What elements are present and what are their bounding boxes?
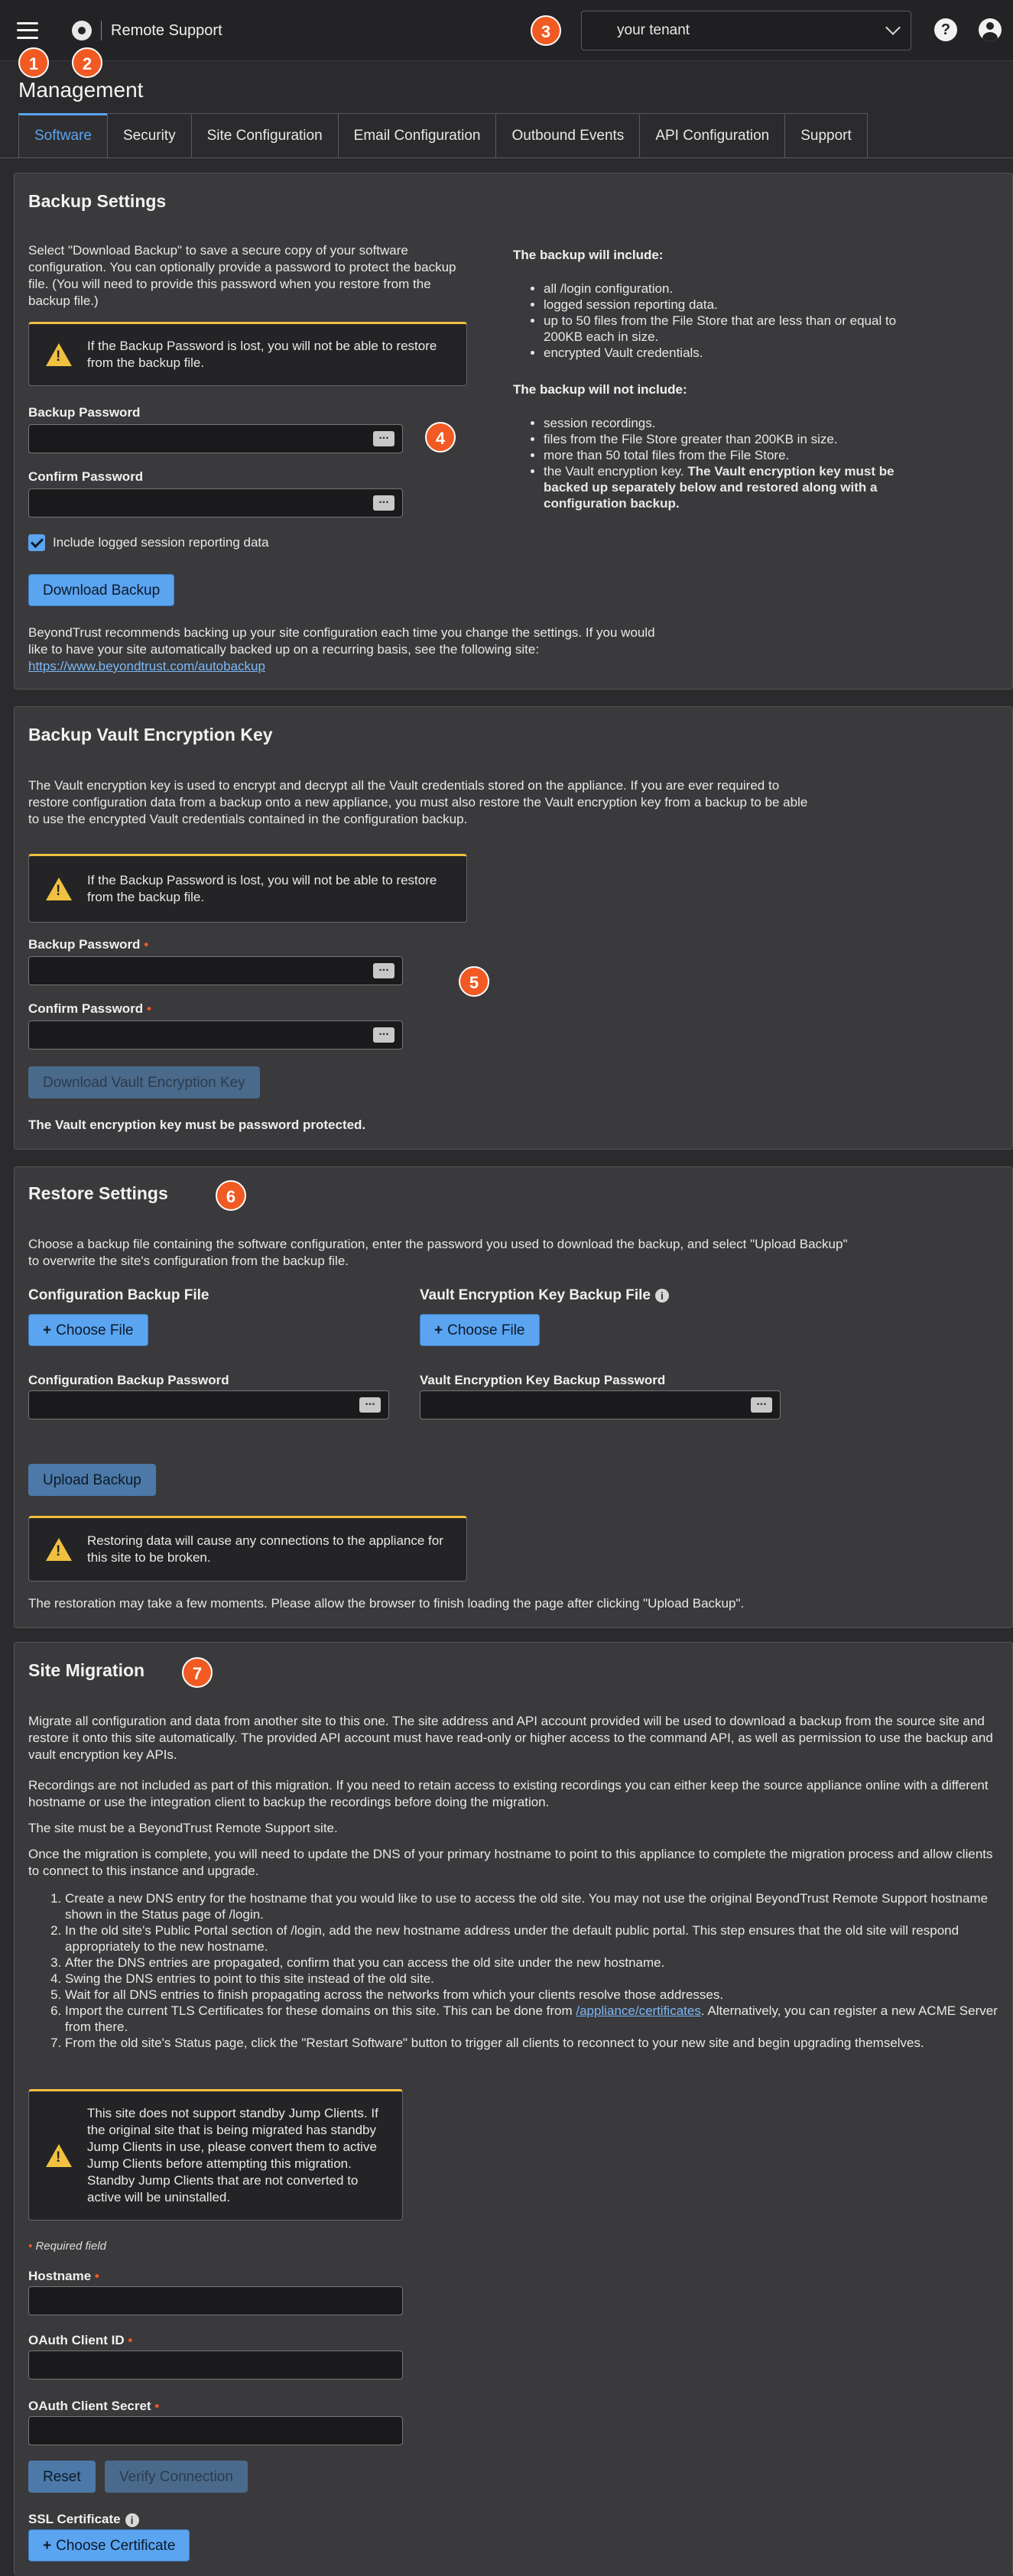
- password-manager-icon[interactable]: ...: [373, 963, 394, 978]
- plus-icon: +: [43, 2538, 52, 2554]
- vault-backup-password-input[interactable]: [420, 1390, 781, 1419]
- list-item: 2. In the old site's Public Portal section of /login, add the new hostname address under the default public portal. This step ensures that the old site will respond appropriately to the new hostname.: [65, 1922, 999, 1955]
- password-manager-icon[interactable]: ...: [751, 1397, 772, 1413]
- help-icon[interactable]: ?: [934, 18, 957, 41]
- backup-warning: [28, 322, 467, 386]
- will-include-list: [525, 281, 907, 361]
- ssl-certificate-label: [28, 2511, 139, 2528]
- hostname-label: [28, 2268, 99, 2285]
- hostname-label-text: Hostname: [28, 2269, 92, 2283]
- restore-note: The restoration may take a few moments. Please allow the browser to finish loading the page after clicking "Upload Backup".: [28, 1596, 745, 1611]
- choose-file-label: Choose File: [56, 1322, 134, 1338]
- backup-intro: Select "Download Backup" to save a secure copy of your software configuration. You can optionally provide a password to protect the backup file. (You will need to provide this password when you restore from the backup file.): [28, 243, 456, 308]
- warning-icon: [46, 343, 72, 366]
- marker-4: 4: [425, 422, 456, 453]
- hostname-input[interactable]: [28, 2286, 403, 2315]
- autobackup-link[interactable]: https://www.beyondtrust.com/autobackup: [28, 659, 265, 673]
- marker-5: 5: [459, 966, 489, 997]
- backup-settings-title: Backup Settings: [28, 191, 167, 211]
- verify-connection-button[interactable]: Verify Connection: [105, 2461, 248, 2493]
- top-bar: [0, 0, 1013, 61]
- tab-outbound-events[interactable]: Outbound Events: [495, 113, 640, 157]
- vault-warning: [28, 854, 467, 923]
- vault-confirm-label-text: Confirm Password: [28, 1001, 144, 1016]
- plus-icon: +: [43, 1322, 52, 1338]
- oauth-client-id-label: [28, 2332, 132, 2349]
- vault-intro: The Vault encryption key is used to encrypt and decrypt all the Vault credentials stored on the appliance. If you are ever required to restore configuration data from a backup onto a new appliance, you must also restore the Vault encryption key from a backup to be able to use the encrypted Vault credentials contained in the configuration backup.: [28, 778, 808, 826]
- vault-password-label: [28, 936, 148, 953]
- oauth-client-id-input[interactable]: [28, 2351, 403, 2380]
- brand-name: Remote Support: [111, 21, 222, 39]
- tab-support[interactable]: Support: [784, 113, 868, 157]
- list-item: 5. Wait for all DNS entries to finish propagating across the networks from which your clients resolve those addresses.: [65, 1987, 999, 2003]
- info-icon[interactable]: i: [125, 2513, 139, 2527]
- brand-divider: [101, 21, 102, 41]
- list-item: • up to 50 files from the File Store that are less than or equal to 200KB each in size.: [544, 313, 907, 345]
- confirm-password-label: Confirm Password: [28, 469, 144, 484]
- tab-security[interactable]: Security: [107, 113, 192, 157]
- user-icon[interactable]: [979, 18, 1002, 41]
- list-item: • logged session reporting data.: [544, 297, 907, 313]
- upload-backup-button[interactable]: Upload Backup: [28, 1464, 156, 1496]
- marker-7: 7: [182, 1657, 213, 1688]
- step6-text-end: . Alternatively, you can register a new ACME Server from there.: [65, 2003, 998, 2034]
- password-manager-icon[interactable]: ...: [359, 1397, 381, 1413]
- vault-password-input[interactable]: [28, 956, 403, 985]
- migration-warning: [28, 2089, 403, 2221]
- list-item: 3. After the DNS entries are propagated, confirm that you can access the old site under the new hostname.: [65, 1955, 999, 1971]
- restore-warning-text: Restoring data will cause any connections to the appliance for this site to be broken.: [87, 1533, 443, 1565]
- oauth-client-secret-label-text: OAuth Client Secret: [28, 2399, 151, 2413]
- choose-file-label: Choose File: [447, 1322, 525, 1338]
- config-password-label: Configuration Backup Password: [28, 1373, 229, 1387]
- required-mark: •: [28, 2240, 33, 2253]
- include-session-label: Include logged session reporting data: [53, 535, 269, 550]
- tab-site-configuration[interactable]: Site Configuration: [191, 113, 339, 157]
- list-item: • all /login configuration.: [544, 281, 907, 297]
- marker-3: 3: [531, 15, 561, 46]
- oauth-client-id-label-text: OAuth Client ID: [28, 2333, 125, 2347]
- list-item: [544, 463, 907, 511]
- info-icon[interactable]: i: [655, 1289, 669, 1303]
- warning-icon: [46, 2144, 72, 2167]
- required-mark: •: [94, 2269, 99, 2283]
- download-vault-key-button[interactable]: Download Vault Encryption Key: [28, 1066, 260, 1098]
- tab-bar: [18, 113, 867, 157]
- required-mark: •: [128, 2333, 133, 2347]
- will-not-include-title: The backup will not include:: [513, 382, 687, 397]
- vault-backup-password-label: Vault Encryption Key Backup Password: [420, 1373, 666, 1387]
- migration-p1: Migrate all configuration and data from another site to this one. The site address and API account provided will be used to download a backup from the source site and restore it onto this site automatically. The provided API account must have read-only or higher access to the command API, as well as permission to use the backup and vault encryption key APIs.: [28, 1714, 993, 1762]
- list-item: 1. Create a new DNS entry for the hostname that you would like to use to access the old site. You may not use the original BeyondTrust Remote Support hostname shown in the Status page of /login.: [65, 1890, 999, 1922]
- backup-footer: [28, 625, 655, 675]
- tenant-select[interactable]: [581, 11, 911, 50]
- required-mark: •: [146, 1001, 151, 1016]
- tenant-value: your tenant: [617, 21, 690, 38]
- vault-confirm-input[interactable]: [28, 1020, 403, 1050]
- ssl-certificate-label-text: SSL Certificate: [28, 2512, 121, 2526]
- page-title: Management: [18, 78, 144, 102]
- config-password-input[interactable]: [28, 1390, 389, 1419]
- backup-password-input[interactable]: [28, 424, 403, 453]
- warning-icon: [46, 878, 72, 900]
- restore-intro: Choose a backup file containing the software configuration, enter the password you used to download the backup, and select "Upload Backup" to overwrite the site's configuration from the backup file.: [28, 1237, 848, 1268]
- marker-1: 1: [18, 47, 49, 78]
- tab-divider: [0, 157, 1013, 158]
- vault-key-panel: [14, 706, 1013, 1150]
- vault-file-label-text: Vault Encryption Key Backup File: [420, 1287, 651, 1303]
- site-migration-panel: [14, 1642, 1013, 2576]
- tab-api-configuration[interactable]: API Configuration: [639, 113, 785, 157]
- password-manager-icon[interactable]: ...: [373, 431, 394, 446]
- restore-settings-panel: [14, 1166, 1013, 1628]
- confirm-password-input[interactable]: [28, 488, 403, 517]
- include-session-checkbox[interactable]: [28, 534, 45, 551]
- choose-config-file-button[interactable]: [28, 1314, 148, 1346]
- migration-p2: Recordings are not included as part of this migration. If you need to retain access to existing recordings you can either keep the source appliance online with a different hostname or use the integration client to backup the recordings before doing the migration.: [28, 1778, 989, 1809]
- tab-software[interactable]: Software: [18, 113, 108, 157]
- password-manager-icon[interactable]: ...: [373, 495, 394, 511]
- chevron-down-icon: [885, 20, 901, 35]
- reset-button[interactable]: Reset: [28, 2461, 96, 2493]
- site-migration-title: Site Migration: [28, 1660, 145, 1680]
- list-item: • encrypted Vault credentials.: [544, 345, 907, 361]
- vault-warning-text: If the Backup Password is lost, you will not be able to restore from the backup file.: [87, 873, 437, 904]
- choose-certificate-button[interactable]: [28, 2529, 190, 2561]
- list-item: • session recordings.: [544, 415, 907, 431]
- required-field-note: [28, 2239, 106, 2254]
- list-item: 4. Swing the DNS entries to point to this site instead of the old site.: [65, 1971, 999, 1987]
- backup-password-label: Backup Password: [28, 405, 141, 420]
- step6-text: Import the current TLS Certificates for these domains on this site. This can be done from: [65, 2003, 576, 2018]
- will-not-include-list: [525, 415, 907, 511]
- backup-footer-text: BeyondTrust recommends backing up your site configuration each time you change the settings. If you would like to have your site automatically backed up on a recurring basis, see the following site:: [28, 625, 655, 657]
- tab-email-configuration[interactable]: Email Configuration: [338, 113, 497, 157]
- backup-warning-text: If the Backup Password is lost, you will not be able to restore from the backup file.: [87, 339, 437, 370]
- migration-p4: Once the migration is complete, you will need to update the DNS of your primary hostname to point to this appliance to complete the migration process and allow clients to connect to this instance and upgrade.: [28, 1847, 993, 1878]
- vault-password-label-text: Backup Password: [28, 937, 141, 952]
- will-include-title: The backup will include:: [513, 248, 664, 262]
- list-item: 7. From the old site's Status page, click the "Restart Software" button to trigger all clients to reconnect to your new site and begin upgrading themselves.: [65, 2035, 999, 2051]
- list-item: [65, 2003, 999, 2035]
- migration-p3: The site must be a BeyondTrust Remote Support site.: [28, 1821, 338, 1835]
- backup-settings-panel: [14, 173, 1013, 689]
- marker-2: 2: [72, 47, 102, 78]
- restore-warning: [28, 1516, 467, 1582]
- list-item: • more than 50 total files from the File Store.: [544, 447, 907, 463]
- choose-certificate-label: Choose Certificate: [56, 2538, 176, 2554]
- config-file-label: Configuration Backup File: [28, 1287, 209, 1303]
- download-backup-button[interactable]: Download Backup: [28, 574, 174, 606]
- restore-settings-title: Restore Settings: [28, 1183, 168, 1203]
- migration-steps: [44, 1890, 999, 2051]
- list-item: • files from the File Store greater than 200KB in size.: [544, 431, 907, 447]
- choose-vault-file-button[interactable]: [420, 1314, 540, 1346]
- vault-key-title: Backup Vault Encryption Key: [28, 725, 273, 745]
- certificates-link[interactable]: /appliance/certificates: [576, 2003, 701, 2018]
- required-mark: •: [154, 2399, 160, 2413]
- menu-icon[interactable]: [17, 22, 38, 39]
- oauth-client-secret-input[interactable]: [28, 2416, 403, 2445]
- vault-note: The Vault encryption key must be password protected.: [28, 1118, 366, 1132]
- plus-icon: +: [434, 1322, 443, 1338]
- vault-key-item: the Vault encryption key.: [544, 464, 688, 479]
- warning-icon: [46, 1538, 72, 1561]
- migration-warning-text: This site does not support standby Jump Clients. If the original site that is being migrated has standby Jump Clients in use, please convert them to active Jump Clients before attempting this migration. Standby Jump Clients that are not converted to active will be uninstalled.: [87, 2106, 378, 2205]
- logo-icon: [72, 21, 92, 41]
- required-field-text: Required field: [35, 2240, 106, 2253]
- vault-confirm-label: [28, 1001, 151, 1017]
- vault-file-label: [420, 1286, 669, 1306]
- password-manager-icon[interactable]: ...: [373, 1027, 394, 1043]
- vault-key-note: The Vault encryption key must be backed up separately below and restored along with a configuration backup.: [544, 464, 894, 511]
- oauth-client-secret-label: [28, 2398, 159, 2415]
- required-mark: •: [144, 937, 149, 952]
- marker-6: 6: [216, 1180, 246, 1211]
